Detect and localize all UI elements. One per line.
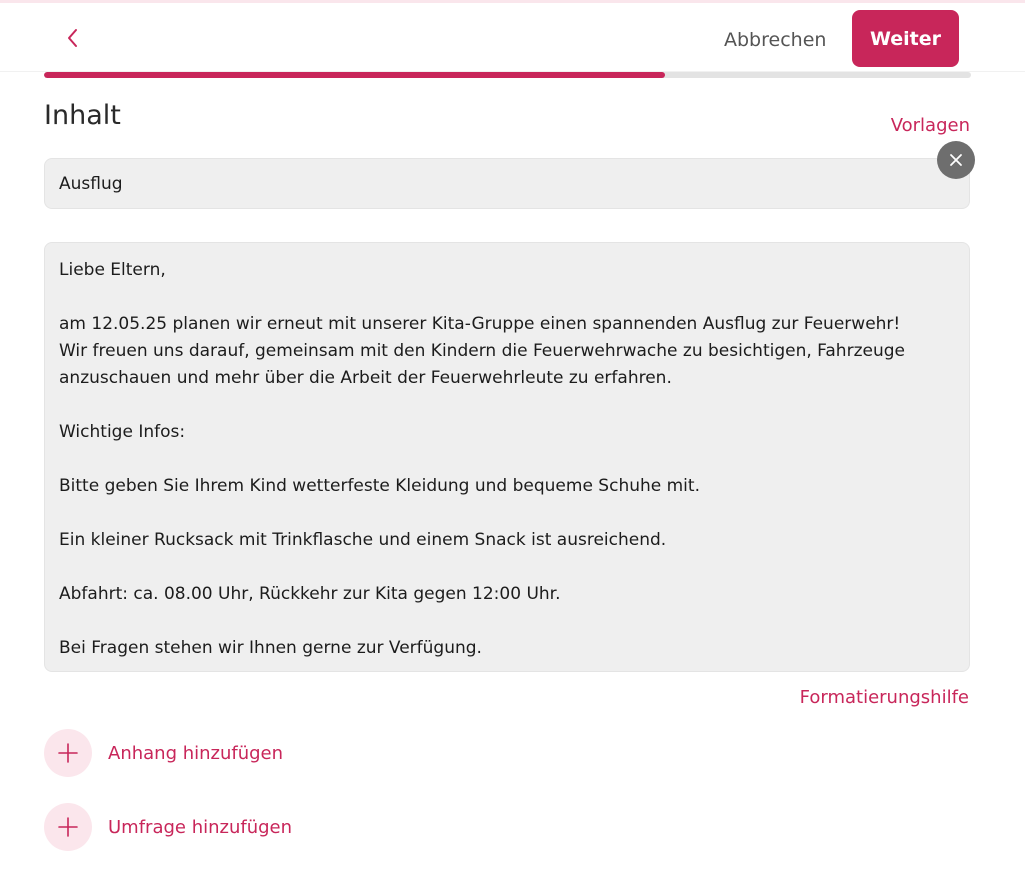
body-paragraph-clothing: Bitte geben Sie Ihrem Kind wetterfeste Kleidung und bequeme Schuhe mit. bbox=[59, 476, 700, 496]
plus-icon bbox=[57, 816, 79, 838]
body-paragraph-greeting: Liebe Eltern, bbox=[59, 260, 166, 280]
plus-icon bbox=[57, 742, 79, 764]
top-accent-line bbox=[0, 0, 1025, 3]
add-attachment-label: Anhang hinzufügen bbox=[108, 742, 284, 764]
message-body-input[interactable] bbox=[44, 242, 970, 672]
add-poll-label: Umfrage hinzufügen bbox=[108, 816, 293, 838]
add-poll-button[interactable] bbox=[44, 803, 292, 851]
formatting-help-link[interactable]: Formatierungshilfe bbox=[799, 687, 969, 708]
subject-input[interactable] bbox=[44, 158, 970, 209]
clear-subject-button[interactable] bbox=[937, 141, 975, 179]
body-paragraph-info-heading: Wichtige Infos: bbox=[59, 422, 186, 442]
cancel-button[interactable]: Abbrechen bbox=[724, 29, 827, 51]
back-button[interactable] bbox=[56, 20, 88, 56]
add-attachment-circle bbox=[44, 729, 92, 777]
next-button-label: Weiter bbox=[869, 27, 942, 50]
body-paragraph-questions: Bei Fragen stehen wir Ihnen gerne zur Verfügung. bbox=[59, 638, 482, 658]
chevron-left-icon bbox=[65, 27, 79, 49]
progress-fill bbox=[44, 72, 665, 78]
close-icon bbox=[948, 152, 964, 168]
body-paragraph-backpack: Ein kleiner Rucksack mit Trinkflasche und einem Snack ist ausreichend. bbox=[59, 530, 667, 550]
next-button[interactable] bbox=[852, 10, 959, 67]
templates-link[interactable]: Vorlagen bbox=[890, 115, 970, 136]
add-attachment-button[interactable] bbox=[44, 729, 283, 777]
add-poll-circle bbox=[44, 803, 92, 851]
body-paragraph-schedule: Abfahrt: ca. 08.00 Uhr, Rückkehr zur Kita gegen 12:00 Uhr. bbox=[59, 584, 561, 604]
section-title: Inhalt bbox=[44, 100, 121, 131]
body-paragraph-intro: am 12.05.25 planen wir erneut mit unserer Kita-Gruppe einen spannenden Ausflug zur Feuerwehr! Wir freuen uns darauf, gemeinsam mit den Kindern die Feuerwehrwache zu besichtigen, Fahrzeuge anzuschauen und mehr über die Arbeit der Feuerwehrleute zu erfahren. bbox=[59, 314, 905, 388]
progress-bar bbox=[44, 72, 971, 78]
